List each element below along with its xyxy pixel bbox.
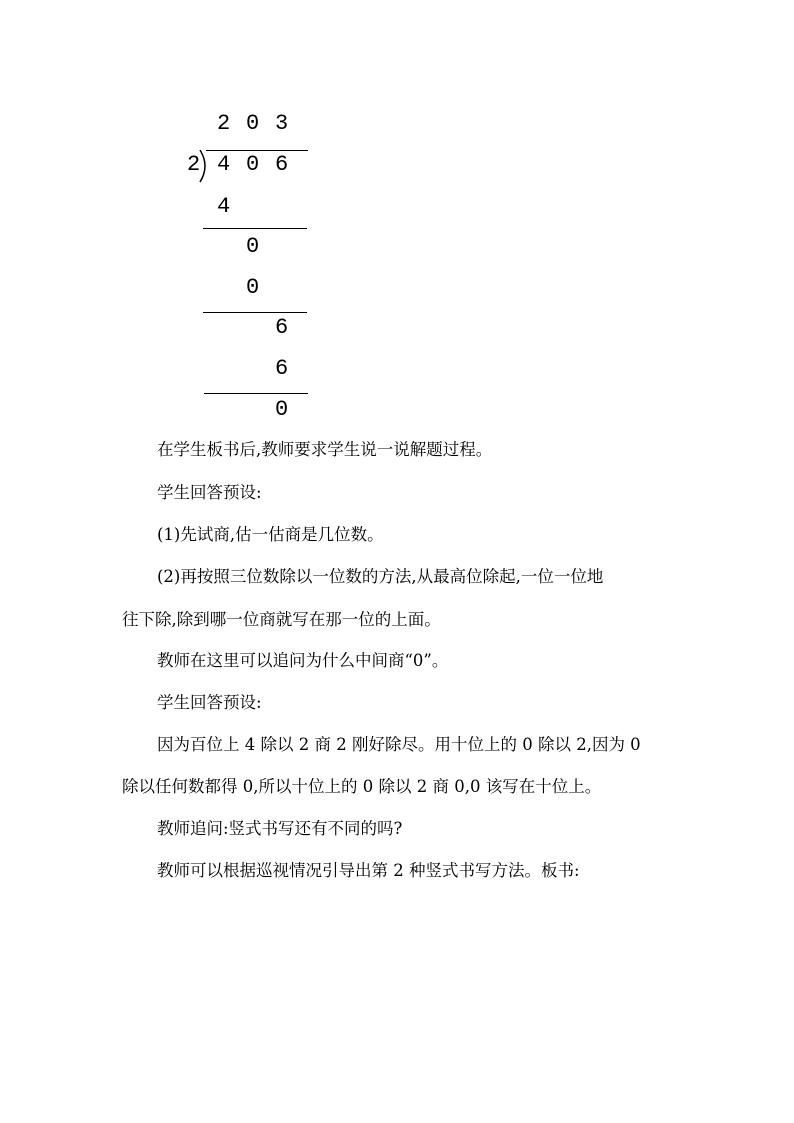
paragraph-7-line-2: 除以任何数都得 0,所以十位上的 0 除以 2 商 0,0 该写在十位上。 xyxy=(122,777,602,796)
paragraph-3: (1)先试商,估一估商是几位数。 xyxy=(157,525,384,544)
paragraph-2: 学生回答预设: xyxy=(157,483,262,502)
step-line-2 xyxy=(203,312,307,313)
division-bracket xyxy=(197,149,211,183)
paragraph-4-line-1: (2)再按照三位数除以一位数的方法,从最高位除起,一位一位地 xyxy=(157,567,604,586)
step-line-1 xyxy=(203,228,307,229)
quotient-digit-tens: 0 xyxy=(246,111,260,136)
paragraph-7-line-1: 因为百位上 4 除以 2 商 2 刚好除尽。用十位上的 0 除以 2,因为 0 xyxy=(157,735,641,754)
step-product-3: 6 xyxy=(275,356,289,381)
paragraph-1: 在学生板书后,教师要求学生说一说解题过程。 xyxy=(157,440,493,459)
step-remainder-2: 6 xyxy=(275,315,289,340)
division-top-line xyxy=(206,150,308,151)
quotient-digit-hundreds: 2 xyxy=(217,111,231,136)
final-remainder: 0 xyxy=(275,397,289,422)
dividend-digit-tens: 0 xyxy=(246,152,260,177)
dividend-digit-ones: 6 xyxy=(275,152,289,177)
paragraph-5: 教师在这里可以追问为什么中间商“0”。 xyxy=(157,651,449,670)
step-remainder-1: 0 xyxy=(246,234,260,259)
paragraph-9: 教师可以根据巡视情况引导出第 2 种竖式书写方法。板书: xyxy=(157,861,580,880)
quotient-digit-ones: 3 xyxy=(275,111,289,136)
paragraph-6: 学生回答预设: xyxy=(157,693,262,712)
paragraph-8: 教师追问:竖式书写还有不同的吗? xyxy=(157,819,403,838)
step-product-2: 0 xyxy=(246,275,260,300)
step-product-1: 4 xyxy=(217,194,231,219)
divisor: 2 xyxy=(187,152,201,177)
dividend-digit-hundreds: 4 xyxy=(217,152,231,177)
step-line-3 xyxy=(204,393,308,394)
paragraph-4-line-2: 往下除,除到哪一位商就写在那一位的上面。 xyxy=(122,610,441,629)
